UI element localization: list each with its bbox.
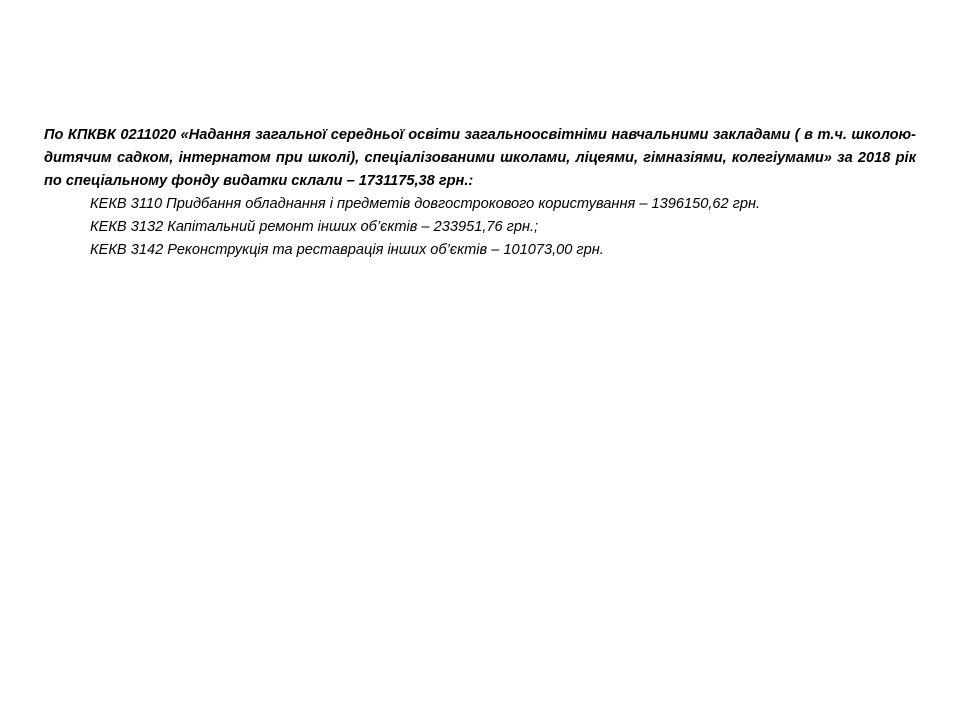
expenditure-items-list <box>44 193 916 262</box>
expenditure-summary-paragraph: По КПКВК 0211020 «Надання загальної середньої освіти загальноосвітніми навчальними закладами ( в т.ч. школою-дитячим садком, інтернатом при школі), спеціалізованими школами, ліцеями, гімназіями, колегіумами» за 2018 рік по спеціальному фонду видатки склали – 1731175,38 грн.: <box>44 127 916 189</box>
list-item: КЕКВ 3110 Придбання обладнання і предметів довгострокового користування – 1396150,62 грн. <box>90 196 761 212</box>
list-item: КЕКВ 3132 Капітальний ремонт інших об’єктів – 233951,76 грн.; <box>90 219 539 235</box>
list-item: КЕКВ 3142 Реконструкція та реставрація інших об’єктів – 101073,00 грн. <box>90 242 604 258</box>
document-body <box>44 124 916 262</box>
